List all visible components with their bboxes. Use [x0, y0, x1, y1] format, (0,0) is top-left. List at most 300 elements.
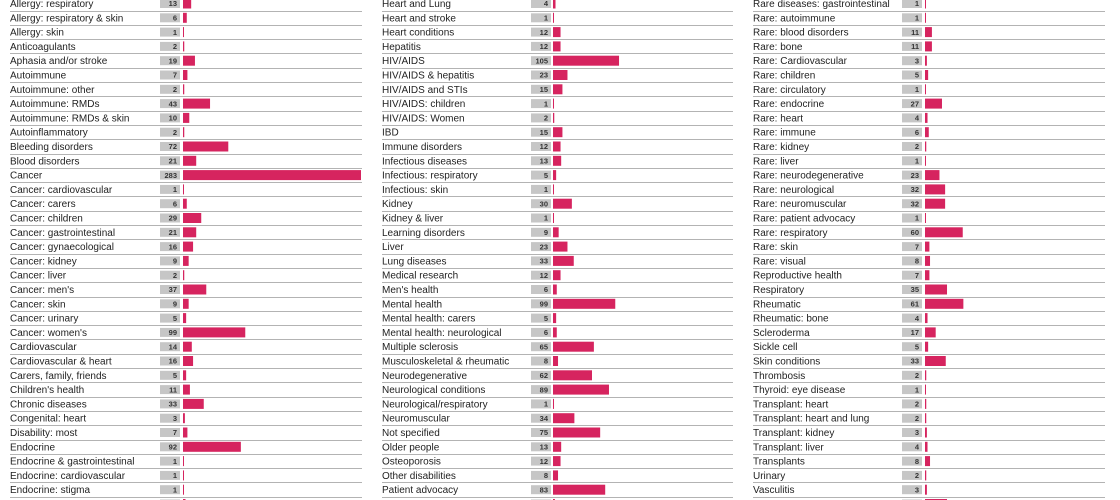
bar: [183, 470, 184, 480]
value-box: [160, 371, 180, 380]
value-label: 7: [172, 70, 177, 80]
bar: [183, 99, 210, 109]
bar: [925, 342, 928, 352]
chart-row: [10, 27, 362, 39]
value-label: 4: [914, 442, 919, 452]
value-label: 3: [914, 56, 919, 66]
category-label: HIV/AIDS: Women: [382, 113, 465, 125]
bar: [183, 242, 193, 252]
bar: [925, 270, 929, 280]
value-label: 6: [543, 285, 548, 295]
value-label: 12: [539, 456, 548, 466]
chart-row: [382, 142, 733, 155]
value-label: 32: [910, 199, 919, 209]
bar: [553, 184, 554, 194]
value-label: 5: [172, 313, 177, 323]
value-box: [531, 314, 551, 323]
value-label: 21: [168, 156, 177, 166]
category-label: Rare: neurodegenerative: [753, 170, 864, 182]
bar: [925, 470, 926, 480]
category-label: Disability: most: [10, 428, 78, 439]
bar: [553, 399, 554, 409]
chart-row: [753, 113, 1105, 126]
category-label: Reproductive health: [753, 270, 842, 282]
value-box: [160, 314, 180, 323]
value-box: [160, 128, 180, 137]
chart-row: [753, 299, 1105, 312]
chart-row: [10, 199, 362, 212]
value-label: 2: [172, 42, 177, 52]
value-label: 5: [914, 342, 919, 352]
bar: [183, 170, 361, 180]
category-label: Cancer: women's: [10, 327, 87, 339]
category-label: Thyroid: eye disease: [753, 385, 846, 397]
value-label: 19: [168, 56, 177, 66]
value-label: 8: [543, 356, 548, 366]
value-label: 5: [543, 170, 548, 180]
value-label: 11: [169, 385, 177, 395]
bar: [553, 41, 561, 51]
chart-row: [753, 370, 1105, 382]
category-label: Urinary: [753, 470, 786, 482]
value-box: [160, 28, 180, 37]
chart-row: [10, 13, 362, 26]
category-label: Medical research: [382, 270, 459, 282]
value-label: 2: [914, 371, 919, 380]
category-label: Cancer: skin: [10, 299, 66, 311]
chart-row: [10, 0, 362, 12]
bar: [925, 127, 929, 137]
value-label: 1: [172, 471, 177, 481]
value-box: [160, 271, 180, 280]
chart-row: [382, 41, 733, 53]
value-label: 3: [172, 413, 177, 423]
value-label: 60: [910, 228, 919, 237]
value-label: 23: [910, 170, 919, 180]
bar: [183, 184, 184, 194]
category-label: Neuromuscular: [382, 413, 450, 425]
bar: [553, 370, 592, 380]
category-label: Rare: circulatory: [753, 84, 826, 96]
bar: [925, 184, 945, 194]
value-box: [902, 271, 922, 280]
chart-row: [753, 27, 1105, 39]
value-box: [902, 485, 922, 494]
bar: [183, 285, 206, 295]
category-label: Chronic diseases: [10, 399, 87, 411]
chart-row: [753, 170, 1105, 182]
bar: [553, 70, 567, 80]
category-label: Endocrine: [10, 442, 56, 454]
category-label: Learning disorders: [382, 227, 465, 239]
chart-row: [382, 84, 733, 96]
bar: [553, 327, 557, 337]
bar: [183, 256, 189, 266]
bar: [183, 485, 184, 495]
value-label: 12: [539, 142, 548, 152]
chart-row: [10, 270, 362, 282]
bar: [553, 299, 615, 309]
value-label: 65: [539, 342, 548, 352]
value-label: 83: [539, 485, 548, 495]
bar: [183, 428, 187, 438]
chart-row: [753, 99, 1105, 112]
category-label: Rare: neuromuscular: [753, 199, 847, 211]
chart-row: [753, 470, 1105, 482]
value-label: 1: [914, 213, 919, 223]
chart-row: [382, 227, 733, 239]
category-label: Allergy: skin: [10, 27, 64, 39]
bar: [553, 242, 567, 252]
value-box: [531, 399, 551, 408]
category-label: Autoimmune: RMDs & skin: [10, 113, 130, 125]
category-label: Rare: heart: [753, 113, 804, 125]
value-box: [902, 471, 922, 480]
chart-row: [10, 342, 362, 355]
value-box: [160, 185, 180, 194]
category-label: Cancer: children: [10, 213, 83, 225]
category-label: Sickle cell: [753, 342, 798, 354]
category-label: Autoinflammatory: [10, 127, 88, 139]
chart-row: [753, 227, 1105, 239]
bar: [183, 84, 184, 94]
value-box: [902, 0, 922, 8]
chart-row: [753, 41, 1105, 53]
value-label: 14: [168, 342, 177, 352]
value-label: 15: [539, 85, 548, 94]
bar: [925, 56, 927, 66]
bar: [553, 127, 562, 137]
bar: [925, 456, 930, 466]
bar: [553, 227, 559, 237]
value-box: [531, 328, 551, 337]
chart-column-2: [382, 0, 733, 500]
value-label: 62: [539, 371, 548, 380]
category-label: Rare: children: [753, 70, 816, 82]
category-label: Kidney: [382, 199, 413, 211]
chart-row: [10, 213, 362, 226]
value-label: 2: [172, 270, 177, 280]
category-label: Mental health: neurological: [382, 327, 502, 339]
value-box: [531, 99, 551, 108]
bar: [925, 413, 926, 423]
bar: [553, 442, 561, 452]
chart-row: [10, 285, 362, 298]
value-label: 2: [172, 85, 177, 94]
category-label: Cancer: carers: [10, 199, 76, 211]
category-label: Rare diseases: gastrointestinal: [753, 0, 890, 10]
chart-row: [382, 13, 733, 26]
category-label: Hepatitis: [382, 41, 421, 53]
bar: [925, 213, 926, 223]
chart-row: [753, 156, 1105, 169]
chart-row: [10, 370, 362, 382]
bar: [553, 213, 554, 223]
category-label: Bleeding disorders: [10, 142, 93, 153]
value-box: [160, 471, 180, 480]
chart-column-3: [753, 0, 1105, 500]
category-label: HIV/AIDS: children: [382, 99, 466, 111]
chart-row: [10, 113, 362, 126]
chart-row: [10, 127, 362, 139]
category-label: Other disabilities: [382, 470, 456, 482]
chart-row: [382, 199, 733, 212]
value-label: 12: [539, 27, 548, 37]
chart-row: [10, 299, 362, 312]
chart-row: [753, 413, 1105, 425]
category-label: Cancer: gynaecological: [10, 242, 114, 254]
value-label: 75: [539, 428, 548, 438]
value-label: 29: [168, 213, 177, 223]
bar: [183, 270, 184, 280]
category-label: Men's health: [382, 285, 439, 296]
value-label: 1: [172, 27, 177, 37]
chart-row: [382, 213, 733, 226]
value-label: 6: [914, 127, 919, 137]
bar: [925, 485, 927, 495]
chart-row: [382, 113, 733, 126]
value-label: 2: [914, 413, 919, 423]
value-label: 5: [914, 70, 919, 80]
category-label: Transplant: kidney: [753, 428, 835, 439]
value-label: 10: [168, 113, 177, 123]
bar: [183, 327, 245, 337]
chart-row: [753, 199, 1105, 212]
category-label: Rare: skin: [753, 242, 799, 254]
value-label: 4: [914, 313, 919, 323]
value-label: 13: [539, 442, 548, 452]
category-label: Cancer: cardiovascular: [10, 184, 113, 196]
bar: [553, 485, 605, 495]
bar: [553, 0, 556, 9]
category-label: Kidney & liver: [382, 213, 444, 225]
category-label: Infectious diseases: [382, 156, 468, 168]
value-box: [902, 71, 922, 80]
value-box: [902, 371, 922, 380]
bar: [553, 342, 594, 352]
chart-row: [753, 385, 1105, 398]
chart-row: [10, 327, 362, 339]
value-label: 8: [914, 256, 919, 266]
bar: [183, 41, 184, 51]
bar: [925, 70, 928, 80]
value-label: 11: [911, 27, 919, 37]
value-box: [160, 199, 180, 208]
category-label: Endocrine: cardiovascular: [10, 470, 126, 482]
category-label: Allergy: respiratory & skin: [10, 13, 124, 25]
category-label: Liver: [382, 242, 404, 254]
value-label: 23: [539, 70, 548, 80]
bar: [553, 170, 556, 180]
category-label: Heart and Lung: [382, 0, 451, 10]
chart-row: [753, 442, 1105, 455]
category-label: Thrombosis: [753, 370, 806, 382]
value-label: 11: [911, 42, 919, 52]
value-label: 1: [914, 385, 919, 395]
chart-row: [382, 413, 733, 425]
category-label: Rare: Cardiovascular: [753, 56, 847, 68]
value-label: 33: [539, 256, 548, 266]
value-label: 21: [168, 228, 177, 237]
value-box: [531, 228, 551, 237]
category-label: Blood disorders: [10, 156, 80, 168]
category-label: Endocrine: stigma: [10, 485, 91, 497]
bar: [183, 213, 201, 223]
bar: [553, 13, 554, 23]
bar: [553, 99, 554, 109]
value-label: 34: [539, 413, 548, 423]
value-box: [902, 385, 922, 394]
chart-row: [382, 456, 733, 468]
value-label: 9: [543, 228, 548, 237]
category-label: Autoimmune: RMDs: [10, 99, 100, 111]
value-label: 1: [543, 185, 548, 195]
value-box: [531, 13, 551, 22]
category-label: Transplants: [753, 456, 805, 468]
bar: [925, 370, 926, 380]
category-label: Transplant: heart and lung: [753, 413, 870, 425]
chart-row: [753, 399, 1105, 412]
bar: [925, 285, 947, 295]
bar: [925, 113, 928, 123]
value-box: [160, 414, 180, 423]
value-box: [902, 56, 922, 65]
chart-row: [382, 170, 733, 182]
value-box: [902, 457, 922, 466]
bar: [925, 142, 926, 152]
value-label: 8: [914, 456, 919, 466]
chart-row: [382, 299, 733, 312]
chart-row: [753, 56, 1105, 69]
bar: [925, 242, 929, 252]
chart-row: [10, 413, 362, 425]
category-label: Rheumatic: [753, 299, 801, 311]
chart-row: [382, 0, 733, 12]
chart-row: [753, 184, 1105, 196]
bar: [183, 399, 204, 409]
bar: [553, 56, 619, 66]
bar: [925, 170, 939, 180]
value-label: 9: [172, 299, 177, 309]
chart-row: [753, 242, 1105, 255]
chart-row: [10, 485, 362, 498]
value-box: [160, 13, 180, 22]
bar: [183, 127, 184, 137]
value-label: 99: [539, 299, 548, 309]
bar: [553, 313, 556, 323]
bar: [553, 156, 561, 166]
bar: [553, 428, 600, 438]
value-box: [902, 428, 922, 437]
bar: [183, 113, 189, 123]
value-label: 1: [172, 485, 177, 495]
category-label: Rare: blood disorders: [753, 27, 849, 39]
value-box: [902, 142, 922, 151]
chart-row: [753, 270, 1105, 282]
chart-row: [382, 313, 733, 325]
value-label: 6: [172, 13, 177, 23]
value-label: 30: [539, 199, 548, 209]
category-label: Congenital: heart: [10, 413, 87, 425]
value-label: 6: [172, 199, 177, 209]
chart-row: [382, 127, 733, 139]
category-label: Transplant: liver: [753, 442, 824, 454]
value-label: 17: [910, 328, 919, 338]
value-label: 2: [914, 471, 919, 481]
bar: [183, 156, 196, 166]
value-label: 61: [910, 299, 919, 309]
chart-row: [382, 99, 733, 112]
category-label: HIV/AIDS and STIs: [382, 84, 468, 96]
category-label: Patient advocacy: [382, 485, 459, 497]
chart-row: [753, 356, 1105, 369]
chart-row: [382, 342, 733, 355]
value-label: 1: [543, 99, 548, 109]
chart-row: [10, 428, 362, 441]
value-box: [902, 442, 922, 451]
category-label: Not specified: [382, 428, 440, 439]
bar: [925, 199, 945, 209]
value-label: 2: [172, 127, 177, 137]
category-label: Cancer: men's: [10, 285, 75, 296]
chart-row: [10, 41, 362, 53]
category-label: Heart and stroke: [382, 13, 456, 25]
value-label: 1: [914, 85, 919, 94]
chart-row: [10, 442, 362, 455]
chart-row: [10, 399, 362, 412]
bar: [183, 70, 187, 80]
bar: [553, 456, 561, 466]
chart-row: [382, 156, 733, 169]
value-box: [160, 457, 180, 466]
chart-row: [382, 470, 733, 482]
chart-row: [753, 70, 1105, 83]
value-label: 92: [168, 442, 177, 452]
bar: [183, 0, 191, 9]
category-label: Neurodegenerative: [382, 370, 468, 382]
category-label: Rare: respiratory: [753, 227, 828, 239]
chart-row: [10, 142, 362, 155]
chart-row: [382, 327, 733, 339]
chart-row: [382, 356, 733, 369]
chart-row: [382, 370, 733, 382]
bar: [925, 13, 926, 23]
value-label: 7: [914, 242, 919, 252]
value-label: 6: [543, 328, 548, 338]
chart-row: [753, 0, 1105, 12]
bar: [925, 41, 932, 51]
value-box: [902, 113, 922, 122]
value-label: 37: [168, 285, 177, 295]
value-label: 1: [543, 213, 548, 223]
chart-row: [382, 399, 733, 412]
bar: [553, 256, 574, 266]
bar: [925, 156, 926, 166]
value-box: [902, 342, 922, 351]
value-box: [902, 256, 922, 265]
bar: [183, 142, 228, 152]
value-box: [902, 414, 922, 423]
chart-row: [10, 313, 362, 325]
chart-row: [10, 70, 362, 83]
bar: [553, 470, 558, 480]
value-label: 8: [543, 471, 548, 481]
chart-row: [10, 356, 362, 369]
chart-row: [382, 27, 733, 39]
category-label: Rare: endocrine: [753, 99, 825, 111]
bar: [925, 313, 928, 323]
bar: [925, 442, 928, 452]
